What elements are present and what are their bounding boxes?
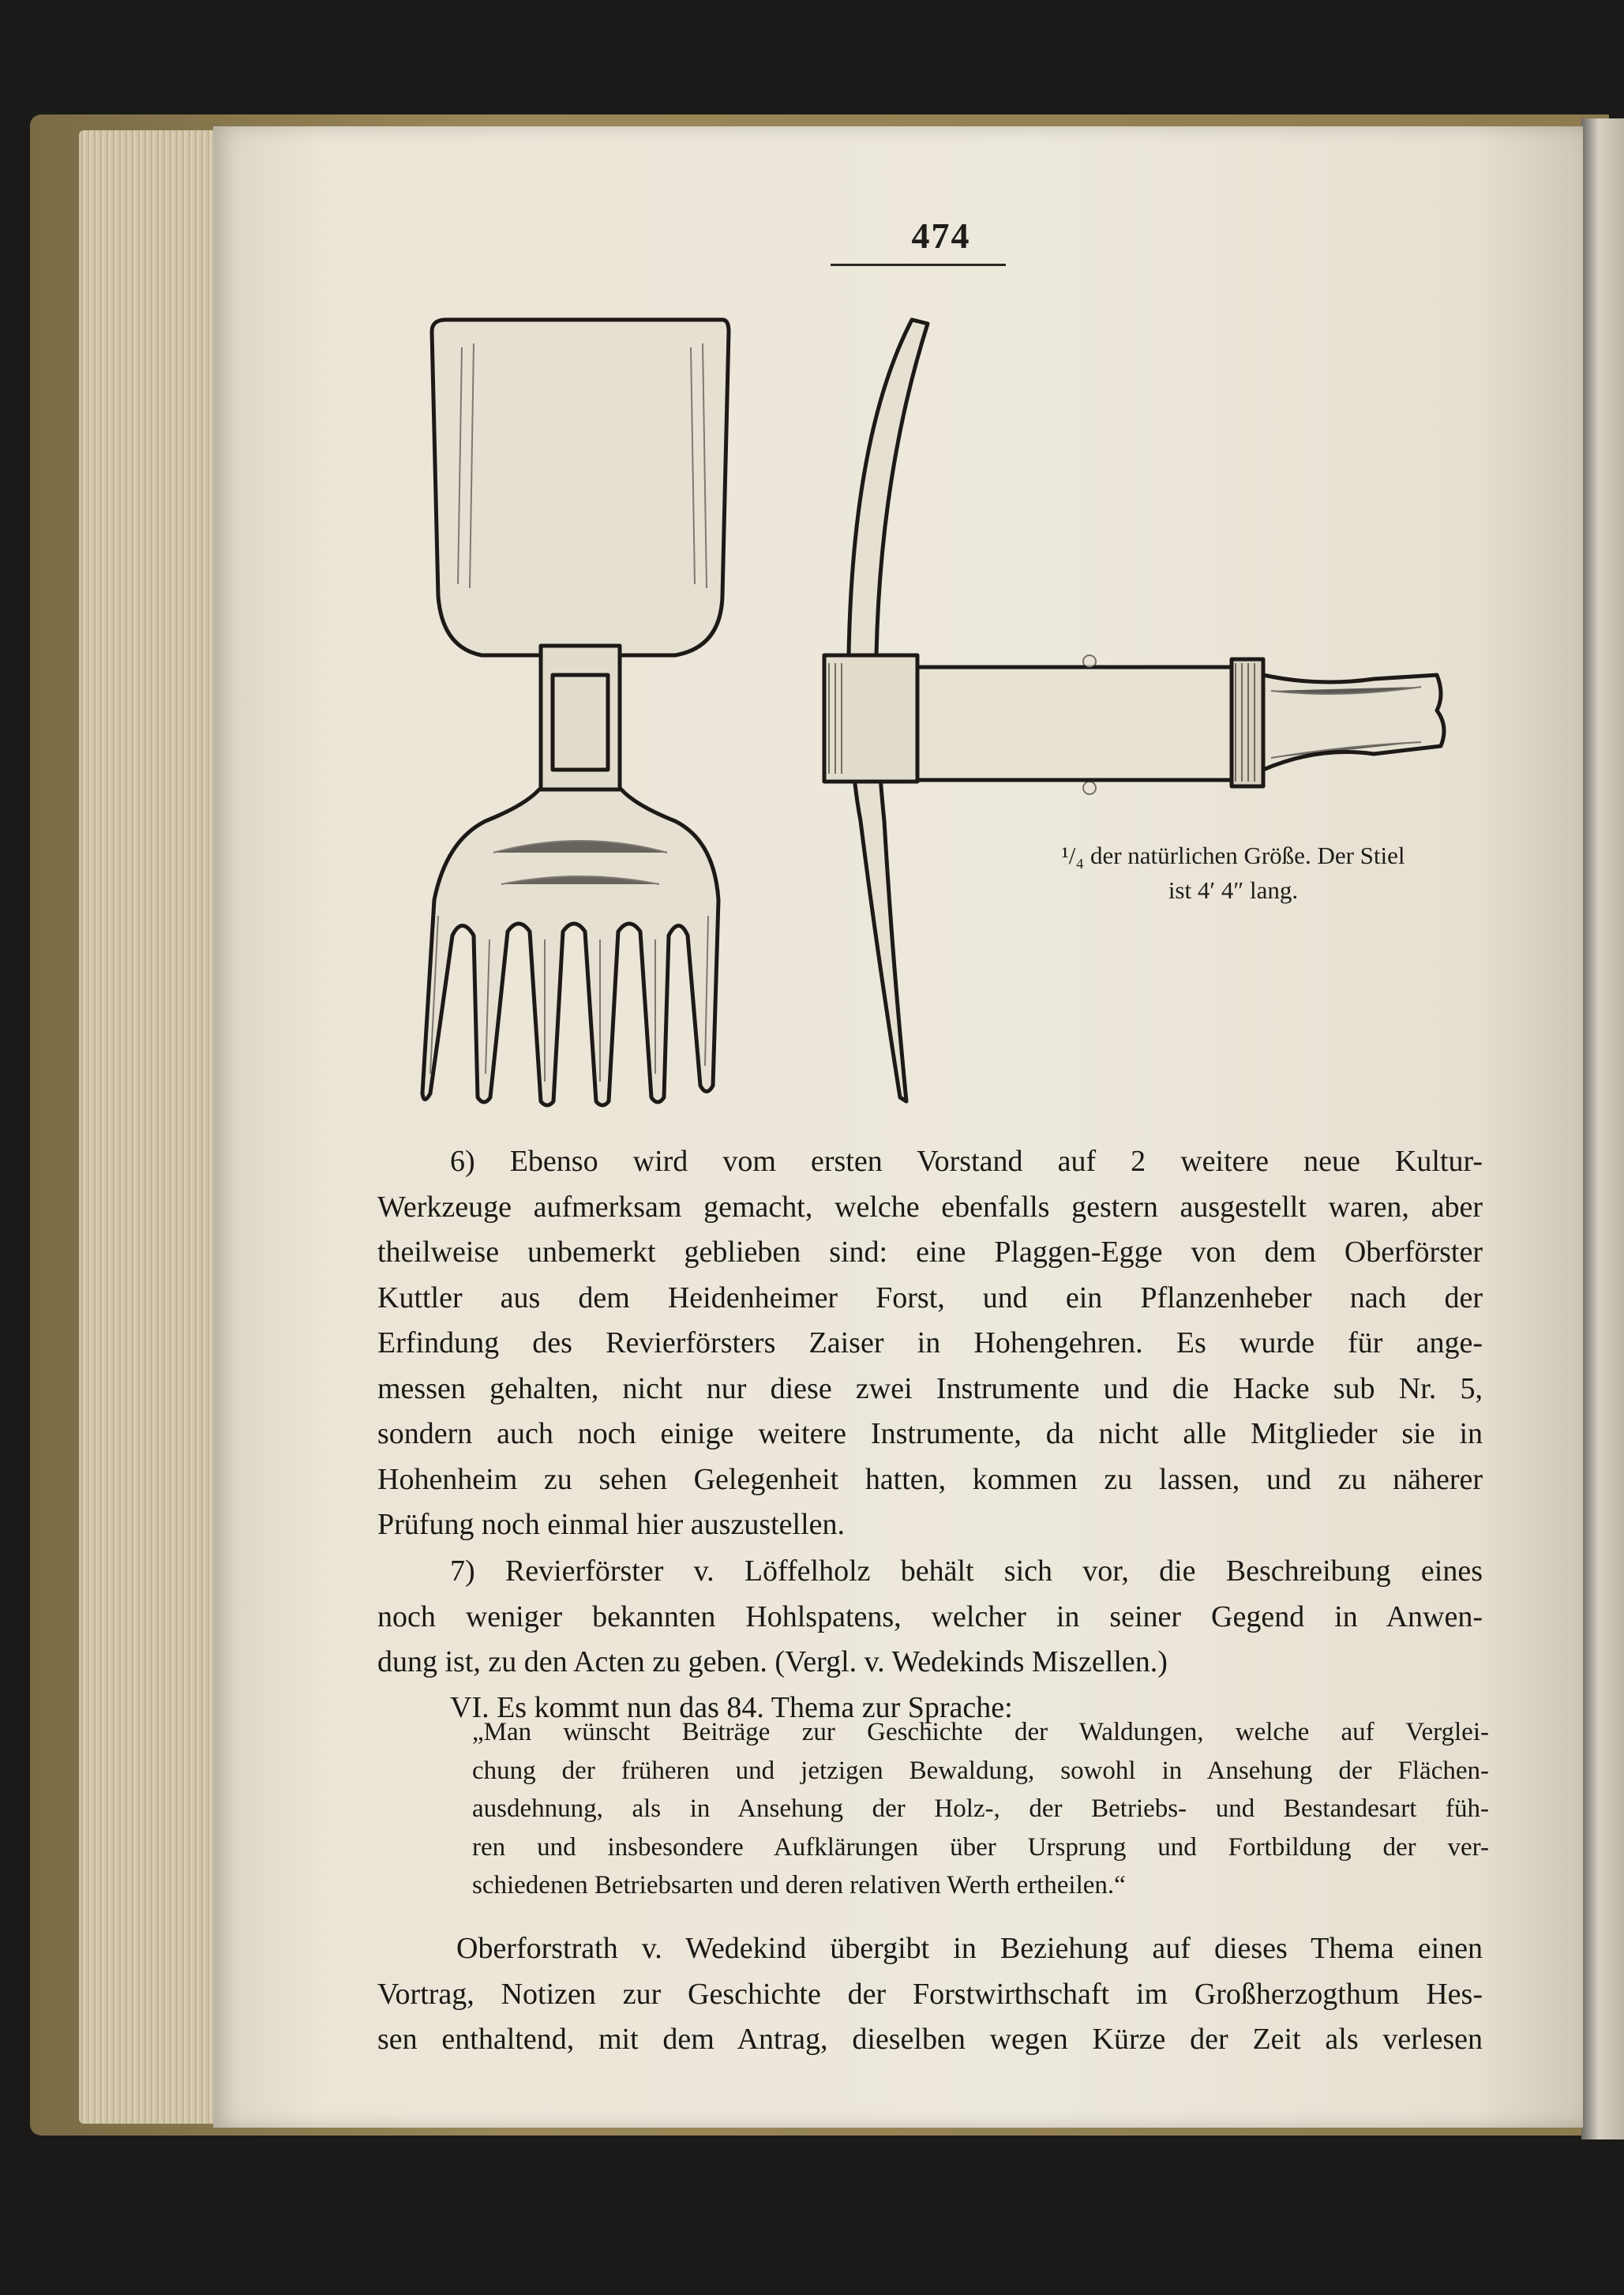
text-line: Oberforstrath v. Wedekind übergibt in Beziehung auf dieses Thema einen: [456, 1932, 1483, 1965]
text-line: Erfindung des Revierförsters Zaiser in Hohengehren. Es wurde für ange-: [377, 1326, 1483, 1359]
quote-line: ausdehnung, als in Ansehung der Holz-, der Betriebs- und Bestandesart füh-: [472, 1794, 1489, 1823]
quote-line: „Man wünscht Beiträge zur Geschichte der Waldungen, welche auf Verglei-: [472, 1718, 1489, 1746]
text-line: 6) Ebenso wird vom ersten Vorstand auf 2 weitere neue Kultur-: [450, 1145, 1483, 1178]
text-line: Vortrag, Notizen zur Geschichte der Forstwirthschaft im Großherzogthum Hes-: [377, 1977, 1483, 2011]
text-line: messen gehalten, nicht nur diese zwei Instrumente und die Hacke sub Nr. 5,: [377, 1371, 1483, 1405]
text-line: theilweise unbemerkt geblieben sind: eine Plaggen-Egge von dem Oberförster: [377, 1236, 1483, 1269]
caption-line: ist 4′ 4″ lang.: [1168, 876, 1299, 904]
text-line: Werkzeuge aufmerksam gemacht, welche ebenfalls gestern ausgestellt waren, aber: [377, 1190, 1483, 1224]
quote-line: schiedenen Betriebsarten und deren relativen Werth ertheilen.“: [472, 1871, 1126, 1899]
figure-caption: [1004, 838, 1462, 908]
theme-quote: [472, 1713, 1489, 1905]
paragraph-7: [377, 1549, 1483, 1731]
facing-page-edge: [1581, 118, 1624, 2139]
text-line: Kuttler aus dem Heidenheimer Forst, und ein Pflanzenheber nach der: [377, 1281, 1483, 1314]
text-line: 7) Revierförster v. Löffelholz behält sich vor, die Beschreibung eines: [450, 1554, 1483, 1588]
page-edges: [79, 130, 217, 2124]
text-line: Prüfung noch einmal hier auszustellen.: [377, 1508, 846, 1541]
quote-line: chung der früheren und jetzigen Bewaldung, sowohl in Ansehung der Flächen-: [472, 1756, 1489, 1785]
section-heading: VI. Es kommt nun das 84. Thema zur Sprache:: [450, 1690, 1013, 1724]
text-line: noch weniger bekannten Hohlspatens, welcher in seiner Gegend in Anwen-: [377, 1599, 1483, 1633]
text-line: sen enthaltend, mit dem Antrag, dieselben wegen Kürze der Zeit als verlesen: [377, 2023, 1483, 2056]
quote-line: ren und insbesondere Aufklärungen über Ursprung und Fortbildung der ver-: [472, 1832, 1489, 1862]
closing-paragraph: [377, 1926, 1483, 2063]
page-number: 474: [911, 216, 971, 256]
text-line: sondern auch noch einige weitere Instrumente, da nicht alle Mitglieder sie in: [377, 1417, 1483, 1450]
text-line: dung ist, zu den Acten zu geben. (Vergl. v. Wedekinds Miszellen.): [377, 1645, 1168, 1678]
hoe-rake-illustration: [414, 316, 746, 1113]
hoe-with-handle-illustration: [805, 316, 1472, 1113]
header-rule: [831, 264, 1006, 266]
caption-line: ¹/₄ der natürlichen Größe. Der Stiel: [1061, 842, 1405, 869]
text-line: Hohenheim zu sehen Gelegenheit hatten, kommen zu lassen, und zu näherer: [377, 1462, 1483, 1496]
paragraph-6: [377, 1139, 1483, 1548]
